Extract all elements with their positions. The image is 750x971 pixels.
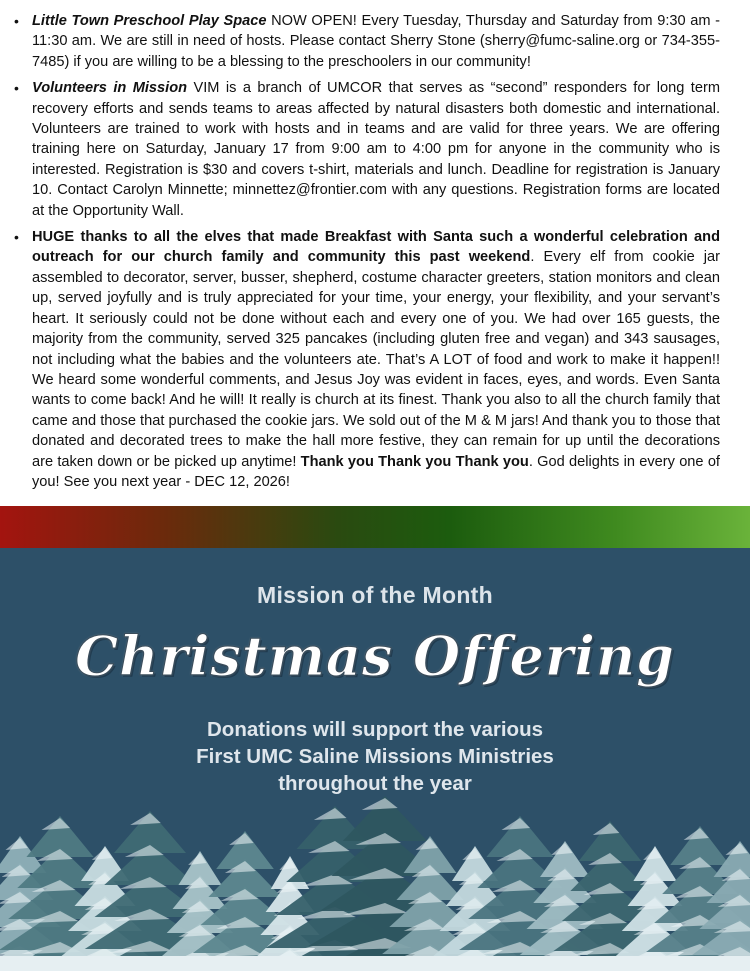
description-line: First UMC Saline Missions Ministries xyxy=(196,745,554,768)
announcement-vim xyxy=(14,78,720,221)
announcement-tail: . God delights in every one of you! See you next year - DEC 12, 2026! xyxy=(32,453,720,490)
description-line: Donations will support the various xyxy=(207,718,543,741)
announcement-lead: Volunteers in Mission xyxy=(32,80,188,97)
description-line: throughout the year xyxy=(278,772,472,795)
snowy-trees-illustration xyxy=(0,796,750,971)
bullet-icon: • xyxy=(14,13,19,29)
mission-banner xyxy=(0,506,750,971)
bullet-icon: • xyxy=(14,80,19,97)
banner-kicker: Mission of the Month xyxy=(257,582,493,608)
announcement-body: VIM is a branch of UMCOR that serves as “second” responders for long term recovery efforts and sends teams to areas affected by natural disasters both domestic and international. Volunteers are trained to work with hosts and in teams and are valid for three years. We are offering training here on Saturday, January 17 from 9:00 am to 4:00 pm for anyone in the community who is interested. Registration is $30 and covers t-shirt, materials and lunch. Deadline for registration is January 10. Contact Carolyn Minnette; minnettez@frontier.com with any questions. Registration forms are located at the Opportunity Wall. xyxy=(32,80,720,219)
announcement-breakfast-santa xyxy=(14,227,720,492)
bullet-icon: • xyxy=(14,229,19,246)
snow-ground xyxy=(0,956,750,971)
gradient-stripe xyxy=(0,506,750,548)
announcement-preschool xyxy=(14,11,720,72)
banner-description xyxy=(0,716,750,797)
announcement-lead: Little Town Preschool Play Space xyxy=(32,13,267,29)
announcement-lead: HUGE thanks to all the elves that made Breakfast with Santa such a wonderful celebration and outreach for our church family and community this past weekend xyxy=(32,229,720,266)
announcement-body: . Every elf from cookie jar assembled to decorator, server, busser, shepherd, costume character greeters, station monitors and clean up, served joyfully and is truly appreciated for your time, your energy, your flexibility, and your servant’s heart. It seriously could not be done without each and every one of you. We had over 165 guests, the majority from the community, served 325 pancakes (including gluten free and vegan) and 343 sausages, not including what the babies and the volunteers ate. That’s A LOT of food and work to make it happen!! We heard some wonderful comments, and Jesus Joy was evident in faces, eyes, and words. Even Santa wants to come back! And he will! It really is church at its finest. Thank you also to all the church family that came and those that purchased the cookie jars. We sold out of the M & M jars! And thank you to those that donated and decorated trees to make the hall more festive, they can remain for up until the decorations are taken down or be picked up anytime! xyxy=(32,249,720,470)
banner-title: Christmas Offering xyxy=(75,624,675,688)
announcement-body: NOW OPEN! Every Tuesday, Thursday and Saturday from 9:30 am - 11:30 am. We are still in need of hosts. Please contact Sherry Stone (sherry@fumc-saline.org or 734-355-7485) if you are willing to be a blessing to the preschoolers in our community! xyxy=(32,13,720,70)
announcement-emphasis: Thank you Thank you Thank you xyxy=(300,453,529,470)
